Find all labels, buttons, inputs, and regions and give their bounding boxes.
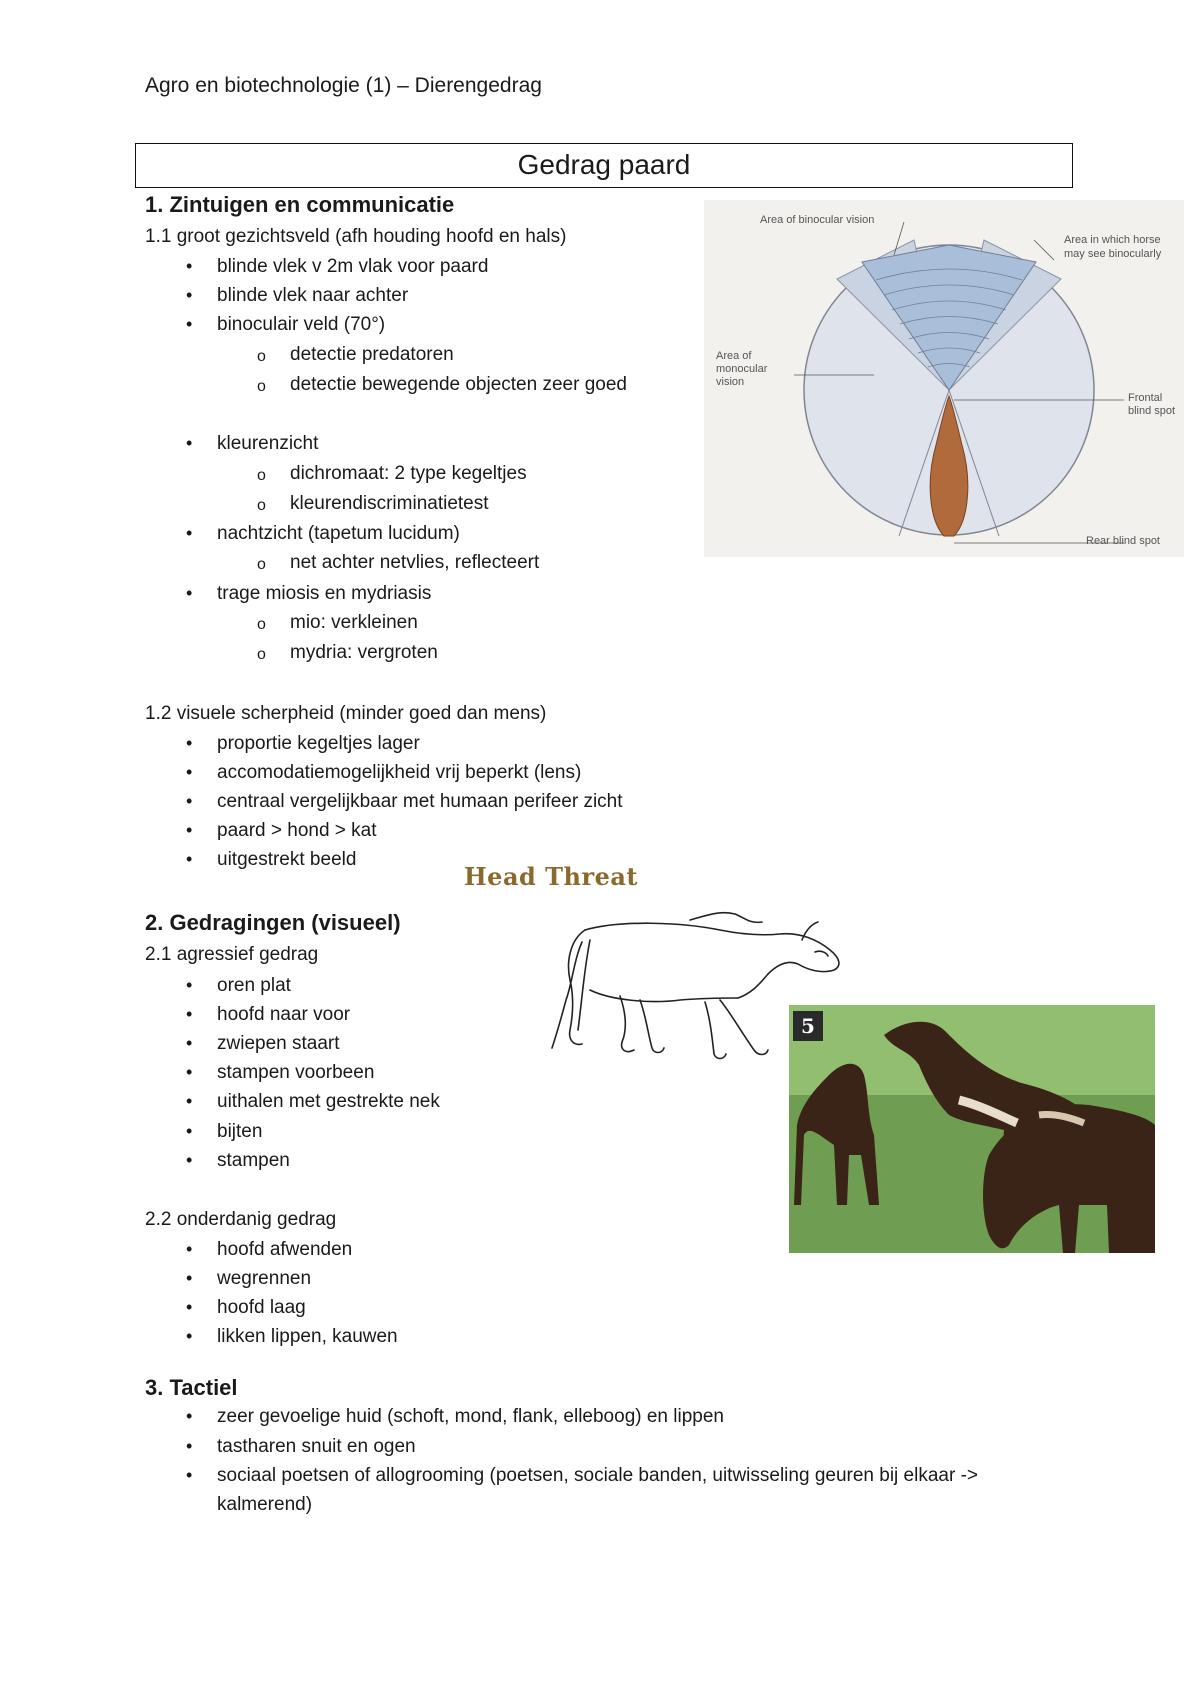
label-monocular-1: Area of [716,350,752,362]
bullet-icon: • [186,256,193,276]
bullet-icon: • [186,1326,193,1346]
list-item: uitgestrekt beeld [217,849,357,870]
bullet-icon: • [186,433,193,453]
list-item: hoofd laag [217,1297,306,1318]
label-binocular: Area of binocular vision [760,214,875,226]
section-1-heading: 1. Zintuigen en communicatie [145,192,455,217]
list-item: zwiepen staart [217,1033,340,1054]
bullet-icon: • [186,314,193,334]
circle-bullet-icon: o [257,616,266,633]
list-item: dichromaat: 2 type kegeltjes [290,463,527,484]
list-item: hoofd afwenden [217,1239,353,1260]
list-item: nachtzicht (tapetum lucidum) [217,523,460,544]
label-frontal-1: Frontal [1128,392,1163,404]
bullet-icon: • [186,1239,193,1259]
list-item: net achter netvlies, reflecteert [290,552,540,573]
list-item: kleurendiscriminatietest [290,493,489,514]
list-item: detectie predatoren [290,344,454,365]
horses-fighting-photo [789,1005,1155,1253]
subsection-2-1: 2.1 agressief gedrag [145,944,319,965]
list-item: detectie bewegende objecten zeer goed [290,374,627,395]
list-item-continuation: kalmerend) [217,1494,313,1515]
bullet-icon: • [186,1091,193,1111]
label-may-see-1: Area in which horse [1064,234,1161,246]
bullet-icon: • [186,1150,193,1170]
list-item: oren plat [217,975,291,996]
bullet-icon: • [186,975,193,995]
head-threat-label: Head Threat [464,862,638,891]
circle-bullet-icon: o [257,646,266,663]
list-item: wegrennen [217,1268,312,1289]
list-item: mio: verkleinen [290,612,418,633]
circle-bullet-icon: o [257,556,266,573]
subsection-1-2: 1.2 visuele scherpheid (minder goed dan mens) [145,703,547,724]
bullet-icon: • [186,285,193,305]
label-frontal-2: blind spot [1128,405,1176,417]
subsection-1-1: 1.1 groot gezichtsveld (afh houding hoofd en hals) [145,226,567,247]
list-item: blinde vlek v 2m vlak voor paard [217,256,489,277]
horses-photo-image [789,1005,1155,1253]
label-monocular-2: monocular [716,363,768,375]
bullet-icon: • [186,1004,193,1024]
bullet-icon: • [186,1121,193,1141]
subsection-2-2: 2.2 onderdanig gedrag [145,1209,337,1230]
label-rear-blind-spot: Rear blind spot [1086,535,1160,547]
bullet-icon: • [186,1033,193,1053]
bullet-icon: • [186,820,193,840]
list-item: mydria: vergroten [290,642,438,663]
circle-bullet-icon: o [257,467,266,484]
bullet-icon: • [186,523,193,543]
bullet-icon: • [186,791,193,811]
list-item: proportie kegeltjes lager [217,733,420,754]
bullet-icon: • [186,733,193,753]
list-item: hoofd naar voor [217,1004,351,1025]
page-header: Agro en biotechnologie (1) – Dierengedrag [145,74,542,97]
list-item: binoculair veld (70°) [217,314,386,335]
circle-bullet-icon: o [257,348,266,365]
bullet-icon: • [186,1436,193,1456]
list-item: stampen voorbeen [217,1062,375,1083]
list-item: sociaal poetsen of allogrooming (poetsen, sociale banden, uitwisseling geuren bij elkaar -> [217,1465,978,1486]
vision-field-figure [704,200,1184,557]
bullet-icon: • [186,1268,193,1288]
list-item: tastharen snuit en ogen [217,1436,416,1457]
bullet-icon: • [186,762,193,782]
bullet-icon: • [186,583,193,603]
circle-bullet-icon: o [257,497,266,514]
bullet-icon: • [186,1062,193,1082]
list-item: paard > hond > kat [217,820,377,841]
list-item: trage miosis en mydriasis [217,583,432,604]
circle-bullet-icon: o [257,378,266,395]
section-3-heading: 3. Tactiel [145,1375,238,1400]
page-title: Gedrag paard [135,143,1073,188]
list-item: zeer gevoelige huid (schoft, mond, flank, elleboog) en lippen [217,1406,724,1427]
list-item: accomodatiemogelijkheid vrij beperkt (lens) [217,762,582,783]
bullet-icon: • [186,1297,193,1317]
bullet-icon: • [186,849,193,869]
label-may-see-2: may see binocularly [1064,248,1162,260]
photo-number-badge: 5 [793,1011,823,1041]
section-2-heading: 2. Gedragingen (visueel) [145,910,401,935]
list-item: likken lippen, kauwen [217,1326,398,1347]
list-item: blinde vlek naar achter [217,285,409,306]
bullet-icon: • [186,1406,193,1426]
list-item: centraal vergelijkbaar met humaan perifeer zicht [217,791,623,812]
list-item: kleurenzicht [217,433,319,454]
bullet-icon: • [186,1465,193,1485]
list-item: uithalen met gestrekte nek [217,1091,440,1112]
list-item: bijten [217,1121,263,1142]
label-monocular-3: vision [716,376,745,388]
list-item: stampen [217,1150,290,1171]
